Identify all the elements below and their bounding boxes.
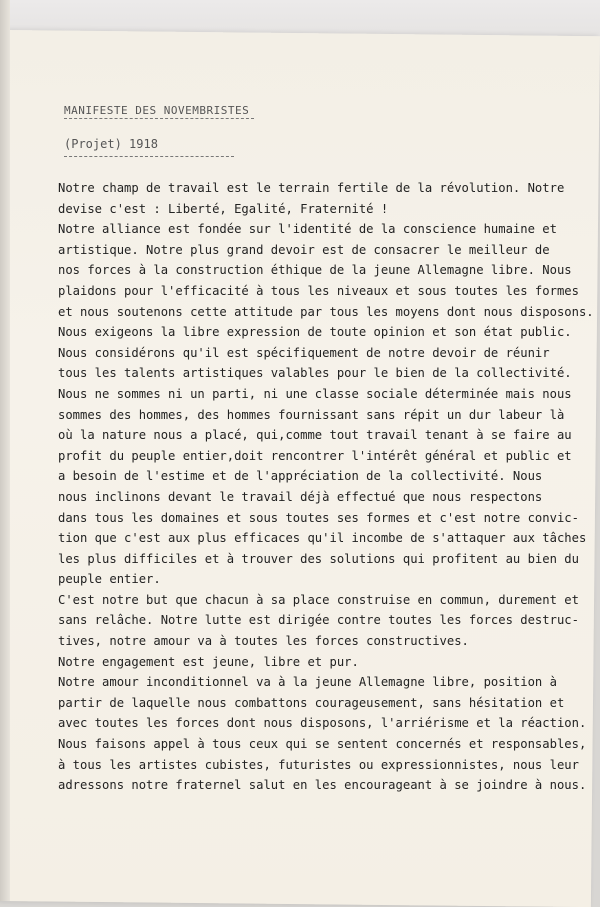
- text-line: Nous considérons qu'il est spécifiquement de notre devoir de réunir: [58, 345, 550, 360]
- text-line: sommes des hommes, des hommes fournissant sans répit un dur labeur là: [58, 407, 565, 422]
- text-line: Notre champ de travail est le terrain fertile de la révolution. Notre: [58, 181, 565, 195]
- text-line: a besoin de l'estime et de l'appréciation de la collectivité. Nous: [58, 469, 543, 484]
- text-line: artistique. Notre plus grand devoir est de consacrer le meilleur de: [58, 242, 550, 257]
- title-underline: [64, 118, 254, 119]
- text-line: devise c'est : Liberté, Egalité, Fraternité !: [58, 201, 389, 216]
- text-line: dans tous les domaines et sous toutes ses formes et c'est notre convic-: [58, 510, 579, 525]
- text-line: peuple entier.: [58, 572, 161, 587]
- text-line: Notre alliance est fondée sur l'identité de la conscience humaine et: [58, 222, 557, 237]
- text-line: sans relâche. Notre lutte est dirigée contre toutes les forces destruc-: [58, 613, 579, 628]
- text-line: à tous les artistes cubistes, futuristes ou expressionnistes, nous leur: [58, 757, 579, 772]
- text-line: partir de laquelle nous combattons courageusement, sans hésitation et: [58, 695, 565, 710]
- text-line: nos forces à la construction éthique de la jeune Allemagne libre. Nous: [58, 263, 572, 278]
- text-line: Notre engagement est jeune, libre et pur.: [58, 654, 359, 669]
- text-line: adressons notre fraternel salut en les encourageant à se joindre à nous.: [58, 778, 587, 793]
- text-line: et nous soutenons cette attitude par tous les moyens dont nous disposons.: [58, 304, 594, 319]
- subtitle-underline: [64, 156, 234, 157]
- manifesto-body: [58, 178, 594, 796]
- text-line: avec toutes les forces dont nous disposons, l'arriérisme et la réaction.: [58, 716, 587, 731]
- text-line: Nous exigeons la libre expression de toute opinion et son état public.: [58, 325, 572, 340]
- text-line: plaidons pour l'efficacité à tous les niveaux et sous toutes les formes: [58, 283, 579, 298]
- text-line: tives, notre amour va à toutes les forces constructives.: [58, 634, 469, 649]
- page-edge: [0, 0, 10, 901]
- text-line: Notre amour inconditionnel va à la jeune Allemagne libre, position à: [58, 675, 557, 690]
- text-line: tion que c'est aux plus efficaces qu'il incombe de s'attaquer aux tâches: [58, 531, 587, 546]
- text-line: Nous faisons appel à tous ceux qui se sentent concernés et responsables,: [58, 737, 587, 752]
- document-subtitle: (Projet) 1918: [64, 137, 158, 151]
- text-line: tous les talents artistiques valables pour le bien de la collectivité.: [58, 366, 572, 381]
- text-line: les plus difficiles et à trouver des solutions qui profitent au bien du: [58, 551, 579, 566]
- text-line: où la nature nous a placé, qui,comme tout travail tenant à se faire au: [58, 428, 572, 443]
- text-line: nous inclinons devant le travail déjà effectué que nous respectons: [58, 489, 543, 504]
- text-line: C'est notre but que chacun à sa place construise en commun, durement et: [58, 592, 579, 607]
- text-line: Nous ne sommes ni un parti, ni une classe sociale déterminée mais nous: [58, 386, 572, 401]
- document-title: MANIFESTE DES NOVEMBRISTES: [64, 104, 250, 117]
- text-line: profit du peuple entier,doit rencontrer l'intérêt général et public et: [58, 448, 572, 463]
